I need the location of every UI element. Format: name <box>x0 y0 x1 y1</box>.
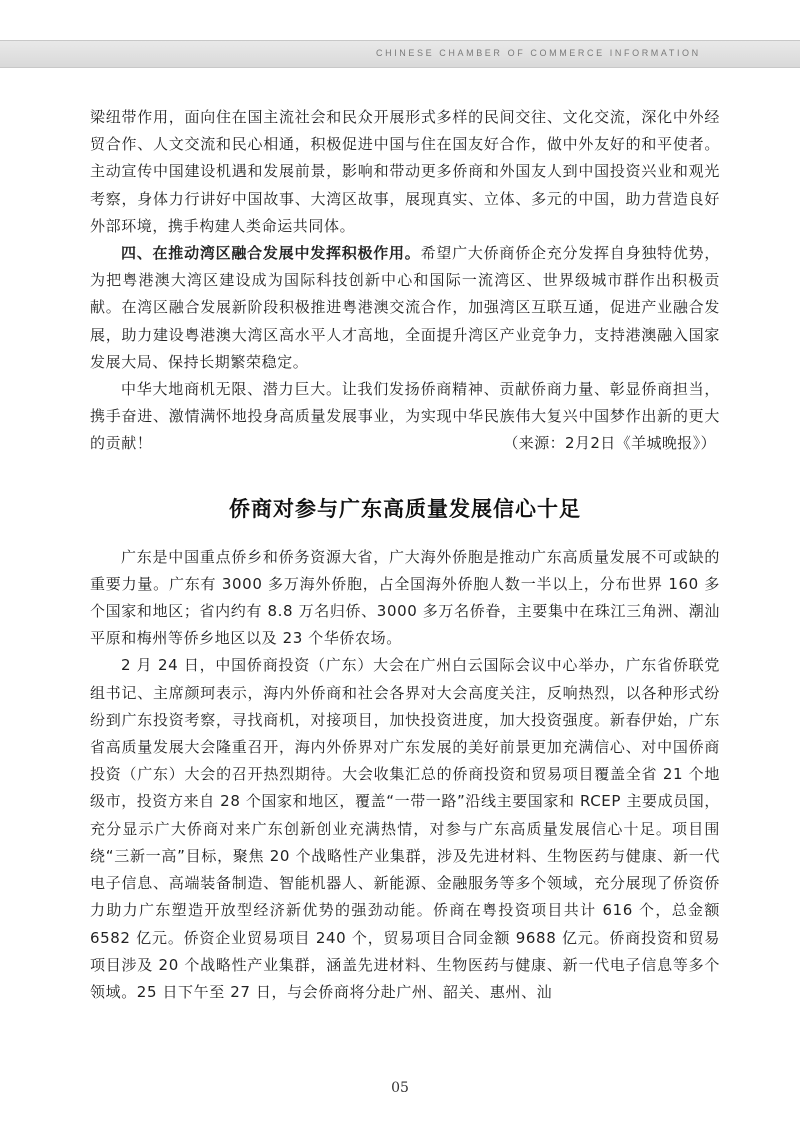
article-title: 侨商对参与广东高质量发展信心十足 <box>229 496 581 521</box>
page-content <box>90 104 720 1006</box>
page-number: 05 <box>391 1080 409 1096</box>
running-header: CHINESE CHAMBER OF COMMERCE INFORMATION <box>376 48 701 58</box>
article-paragraph-2: 2 月 24 日，中国侨商投资（广东）大会在广州白云国际会议中心举办，广东省侨联党组书记、主席颜珂表示，海内外侨商和社会各界对大会高度关注，反响热烈，以各种形式纷纷到广东投资考察，寻找商机，对接项目，加快投资进度，加大投资强度。新春伊始，广东省高质量发展大会隆重召开，海内外侨界对广东发展的美好前景更加充满信心、对中国侨商投资（广东）大会的召开热烈期待。大会收集汇总的侨商投资和贸易项目覆盖全省 21 个地级市，投资方来自 28 个国家和地区，覆盖“一带一路”沿线主要国家和 RCEP 主要成员国，充分显示广大侨商对来广东创新创业充满热情，对参与广东高质量发展信心十足。项目围绕“三新一高”目标，聚焦 20 个战略性产业集群，涉及先进材料、生物医药与健康、新一代电子信息、高端装备制造、智能机器人、新能源、金融服务等多个领域，充分展现了侨资侨力助力广东塑造开放型经济新优势的强劲动能。侨商在粤投资项目共计 616 个，总金额 6582 亿元。侨资企业贸易项目 240 个，贸易项目合同金额 9688 亿元。侨商投资和贸易项目涉及 20 个战略性产业集群，涵盖先进材料、生物医药与健康、新一代电子信息等多个领域。25 日下午至 27 日，与会侨商将分赴广州、韶关、惠州、汕 <box>90 656 720 1001</box>
paragraph-bay-area <box>90 240 720 376</box>
section-body-four: 希望广大侨商侨企充分发挥自身独特优势，为把粤港澳大湾区建设成为国际科技创新中心和国际一流湾区、世界级城市群作出积极贡献。在湾区融合发展新阶段积极推进粤港澳交流合作，加强湾区互联互通，促进产业融合发展，助力建设粤港澳大湾区高水平人才高地，全面提升湾区产业竞争力，支持港澳融入国家发展大局、保持长期繁荣稳定。 <box>90 244 721 371</box>
paragraph-continued: 梁纽带作用，面向住在国主流社会和民众开展形式多样的民间交往、文化交流，深化中外经贸合作、人文交流和民心相通，积极促进中国与住在国友好合作，做中外友好的和平使者。主动宣传中国建设机遇和发展前景，影响和带动更多侨商和外国友人到中国投资兴业和观光考察，身体力行讲好中国故事、大湾区故事，展现真实、立体、多元的中国，助力营造良好外部环境，携手构建人类命运共同体。 <box>90 108 720 235</box>
section-heading-four: 四、在推动湾区融合发展中发挥积极作用。 <box>121 244 421 263</box>
paragraph-closing: 中华大地商机无限、潜力巨大。让我们发扬侨商精神、贡献侨商力量、彰显侨商担当，携手奋进、激情满怀地投身高质量发展事业，为实现中华民族伟大复兴中国梦作出新的更大的贡献！ <box>90 380 720 453</box>
article-paragraph-1: 广东是中国重点侨乡和侨务资源大省，广大海外侨胞是推动广东高质量发展不可或缺的重要力量。广东有 3000 多万海外侨胞，占全国海外侨胞人数一半以上，分布世界 160 多个国家和地区；省内约有 8.8 万名归侨、3000 多万名侨眷，主要集中在珠江三角洲、潮汕平原和梅州等侨乡地区以及 23 个华侨农场。 <box>90 547 720 648</box>
source-citation: （来源：2月2日《羊城晚报》） <box>503 434 716 453</box>
